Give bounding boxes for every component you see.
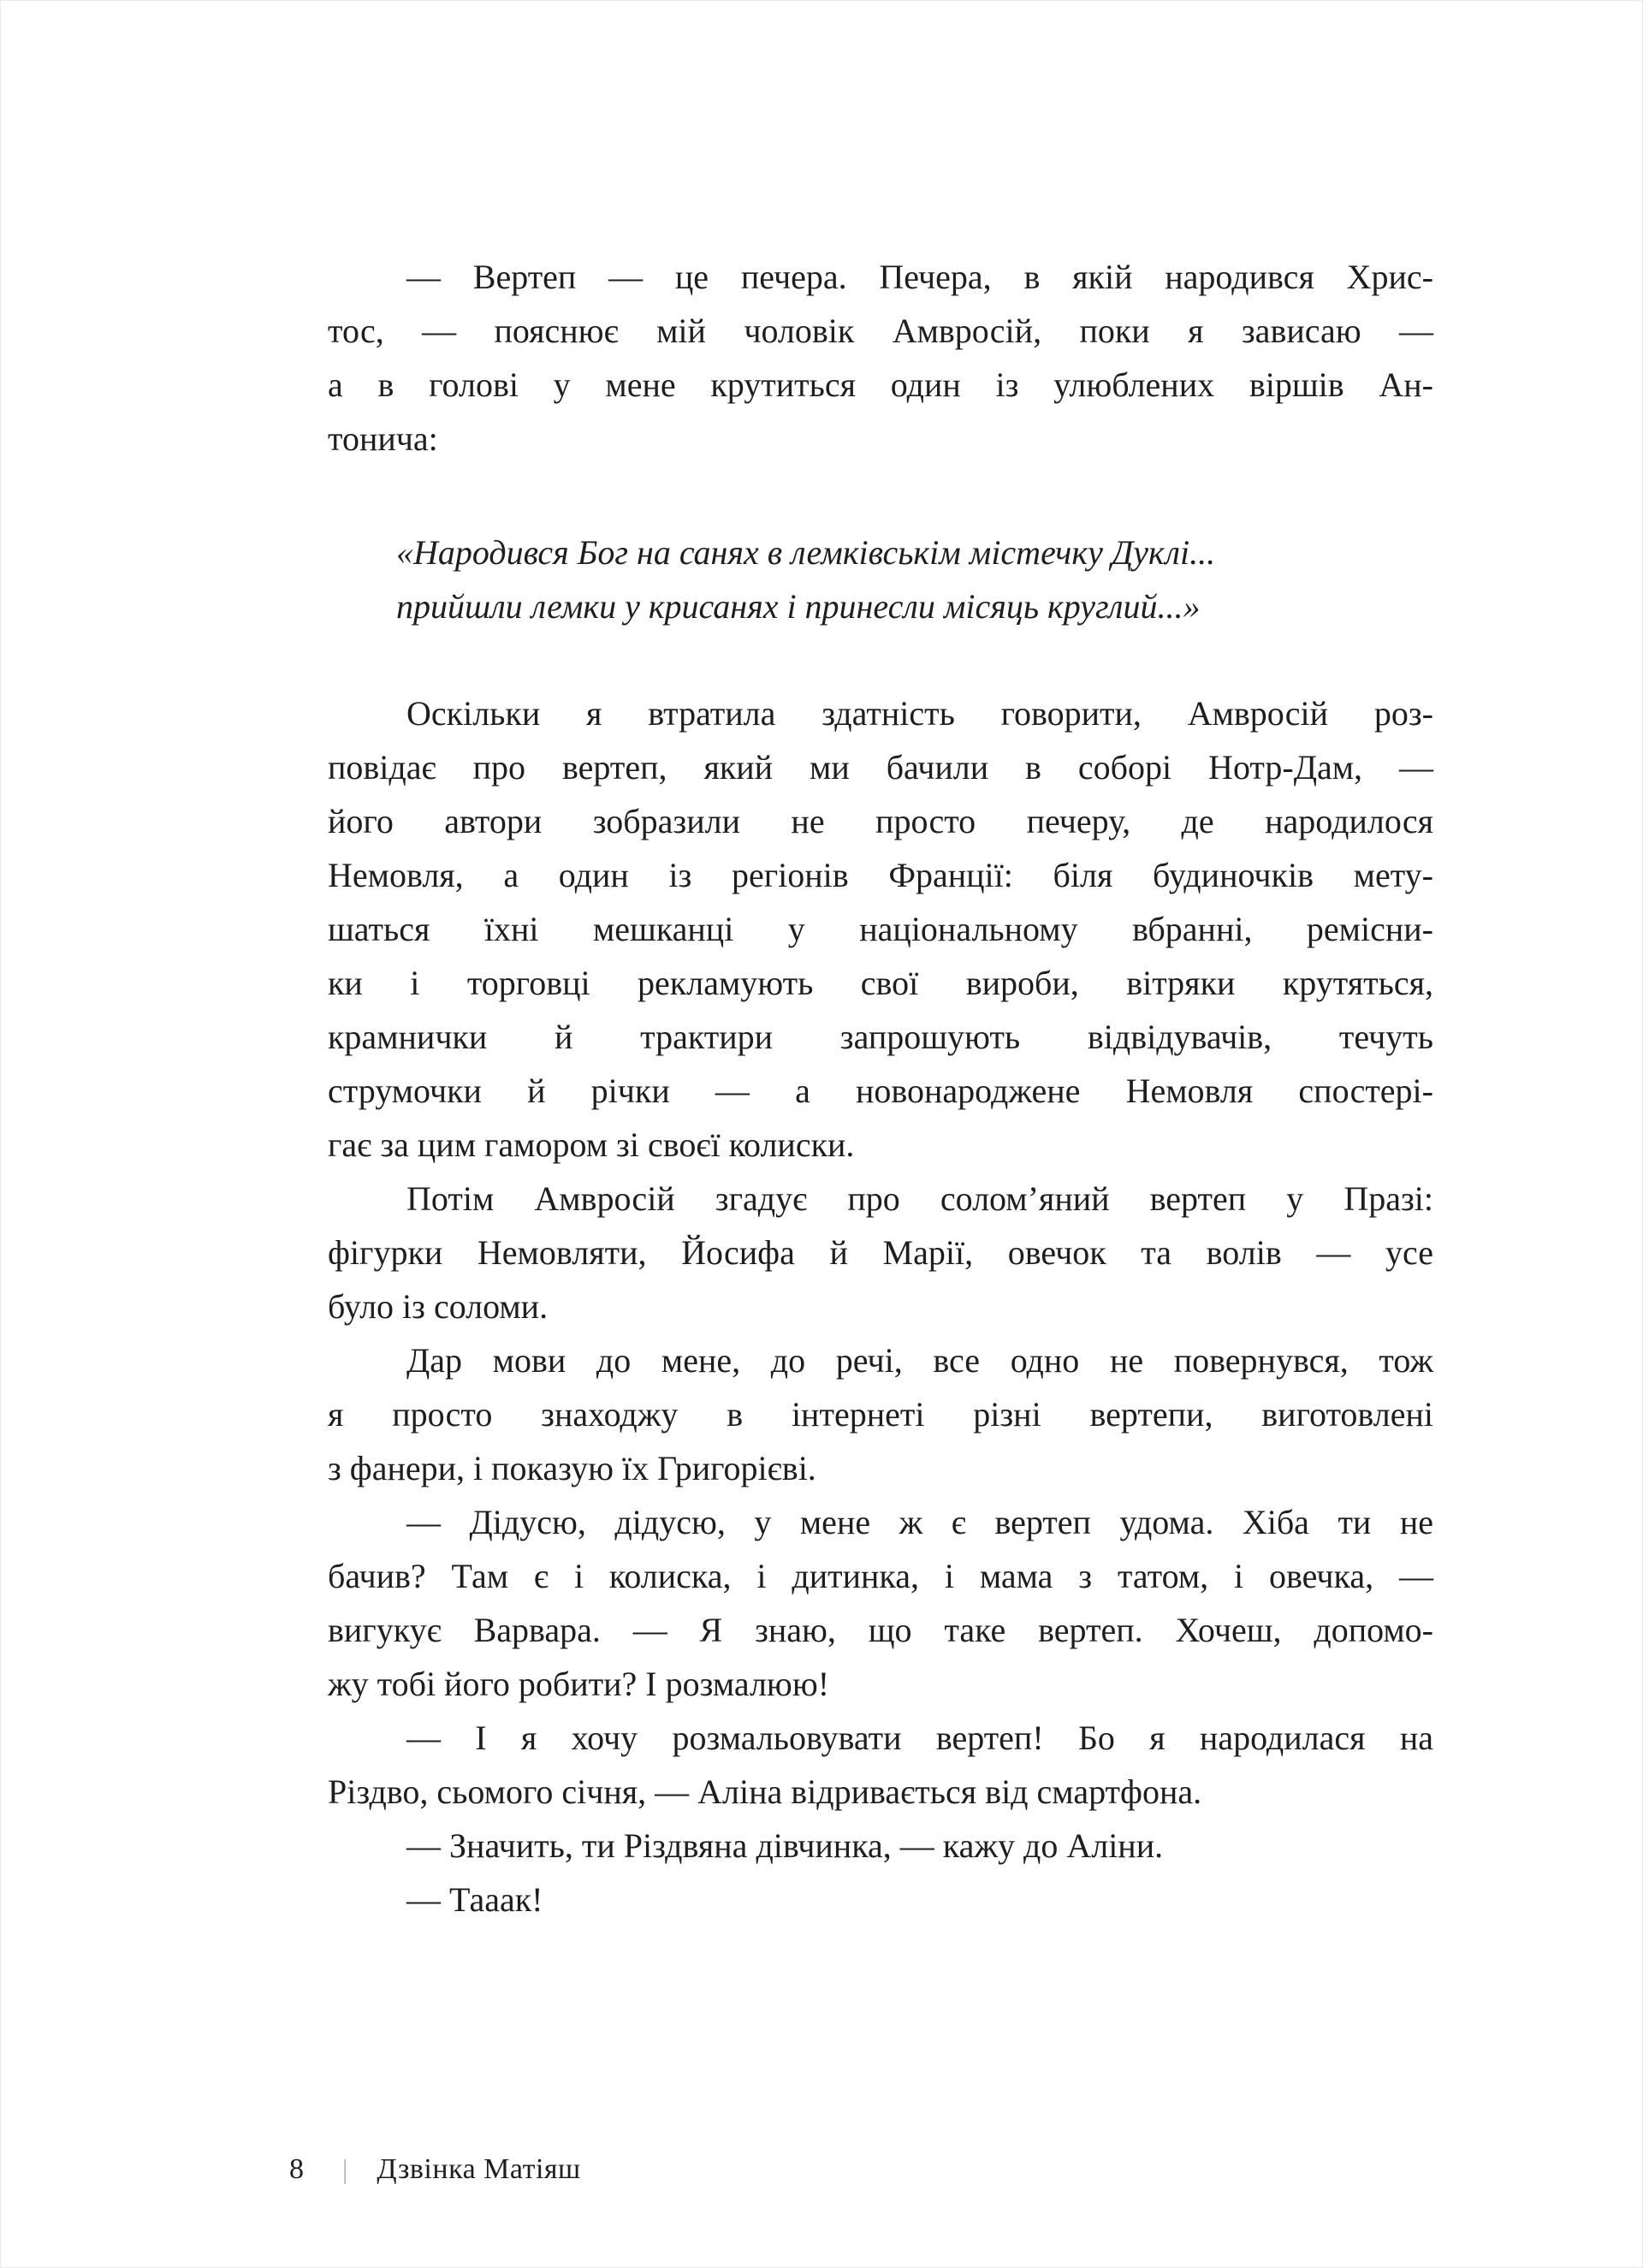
text-line: Дар мови до мене, до речі, все одно не повернувся, тож — [406, 1341, 1433, 1380]
text-line: фігурки Немовляти, Йосифа й Марії, овечок та волів — усе — [328, 1233, 1433, 1272]
footer — [289, 2150, 581, 2188]
footer-divider: | — [342, 2153, 348, 2184]
text-line: повідає про вертеп, який ми бачили в соборі Нотр-Дам, — — [328, 748, 1433, 787]
text-line: жу тобі його робити? І розмалюю! — [328, 1665, 830, 1703]
paragraph — [328, 1495, 1433, 1711]
footer-author: Дзвінка Матіяш — [377, 2153, 581, 2185]
page-number: 8 — [289, 2153, 304, 2185]
text-line: його автори зобразили не просто печеру, де народилося — [328, 802, 1433, 840]
quote-paragraph — [328, 525, 1433, 633]
text-line: ки і торговці рекламують свої вироби, вітряки крутяться, — [328, 964, 1433, 1002]
text-line: Оскільки я втратила здатність говорити, Амвросій роз- — [406, 694, 1433, 733]
paragraph — [328, 1873, 1433, 1927]
paragraph — [328, 1819, 1433, 1873]
text-block — [328, 250, 1433, 1927]
text-line: Немовля, а один із регіонів Франції: біля будиночків мету- — [328, 856, 1433, 894]
text-line: а в голові у мене крутиться один із улюблених віршів Ан- — [328, 365, 1433, 404]
text-line: Різдво, сьомого січня, — Аліна відривається від смартфона. — [328, 1772, 1202, 1811]
text-line: гає за цим гамором зі своєї колиски. — [328, 1125, 855, 1164]
paragraph — [328, 686, 1433, 1172]
text-line: Потім Амвросій згадує про солом’яний вертеп у Празі: — [406, 1179, 1433, 1218]
text-line: — Значить, ти Різдвяна дівчинка, — кажу до Аліни. — [406, 1826, 1164, 1865]
paragraph — [328, 1172, 1433, 1333]
text-line: «Народився Бог на санях в лемківськім містечку Дуклі... — [396, 533, 1216, 572]
text-line: — Тааак! — [406, 1880, 543, 1919]
paragraph — [328, 1333, 1433, 1495]
text-line: струмочки й річки — а новонароджене Немовля спостері- — [328, 1072, 1433, 1110]
text-line: було із соломи. — [328, 1287, 549, 1326]
paragraph — [328, 1711, 1433, 1819]
text-line: я просто знаходжу в інтернеті різні вертепи, виготовлені — [328, 1395, 1433, 1434]
text-line: з фанери, і показую їх Григорієві. — [328, 1449, 816, 1487]
text-line: шаться їхні мешканці у національному вбранні, ремісни- — [328, 910, 1433, 948]
paragraph — [328, 250, 1433, 466]
text-line: — І я хочу розмальовувати вертеп! Бо я народилася на — [406, 1719, 1433, 1757]
text-line: — Вертеп — це печера. Печера, в якій народився Хрис- — [406, 258, 1433, 296]
text-line: крамнички й трактири запрошують відвідувачів, течуть — [328, 1018, 1433, 1056]
text-line: бачив? Там є і колиска, і дитинка, і мама з татом, і овечка, — — [328, 1557, 1433, 1595]
text-line: — Дідусю, дідусю, у мене ж є вертеп удома. Хіба ти не — [406, 1503, 1433, 1541]
text-line: вигукує Варвара. — Я знаю, що таке вертеп. Хочеш, допомо- — [328, 1611, 1433, 1649]
text-line: тос, — пояснює мій чоловік Амвросій, поки я зависаю — — [328, 312, 1433, 350]
text-line: тонича: — [328, 419, 438, 458]
text-line: прийшли лемки у крисанях і принесли місяць круглий...» — [396, 587, 1201, 626]
